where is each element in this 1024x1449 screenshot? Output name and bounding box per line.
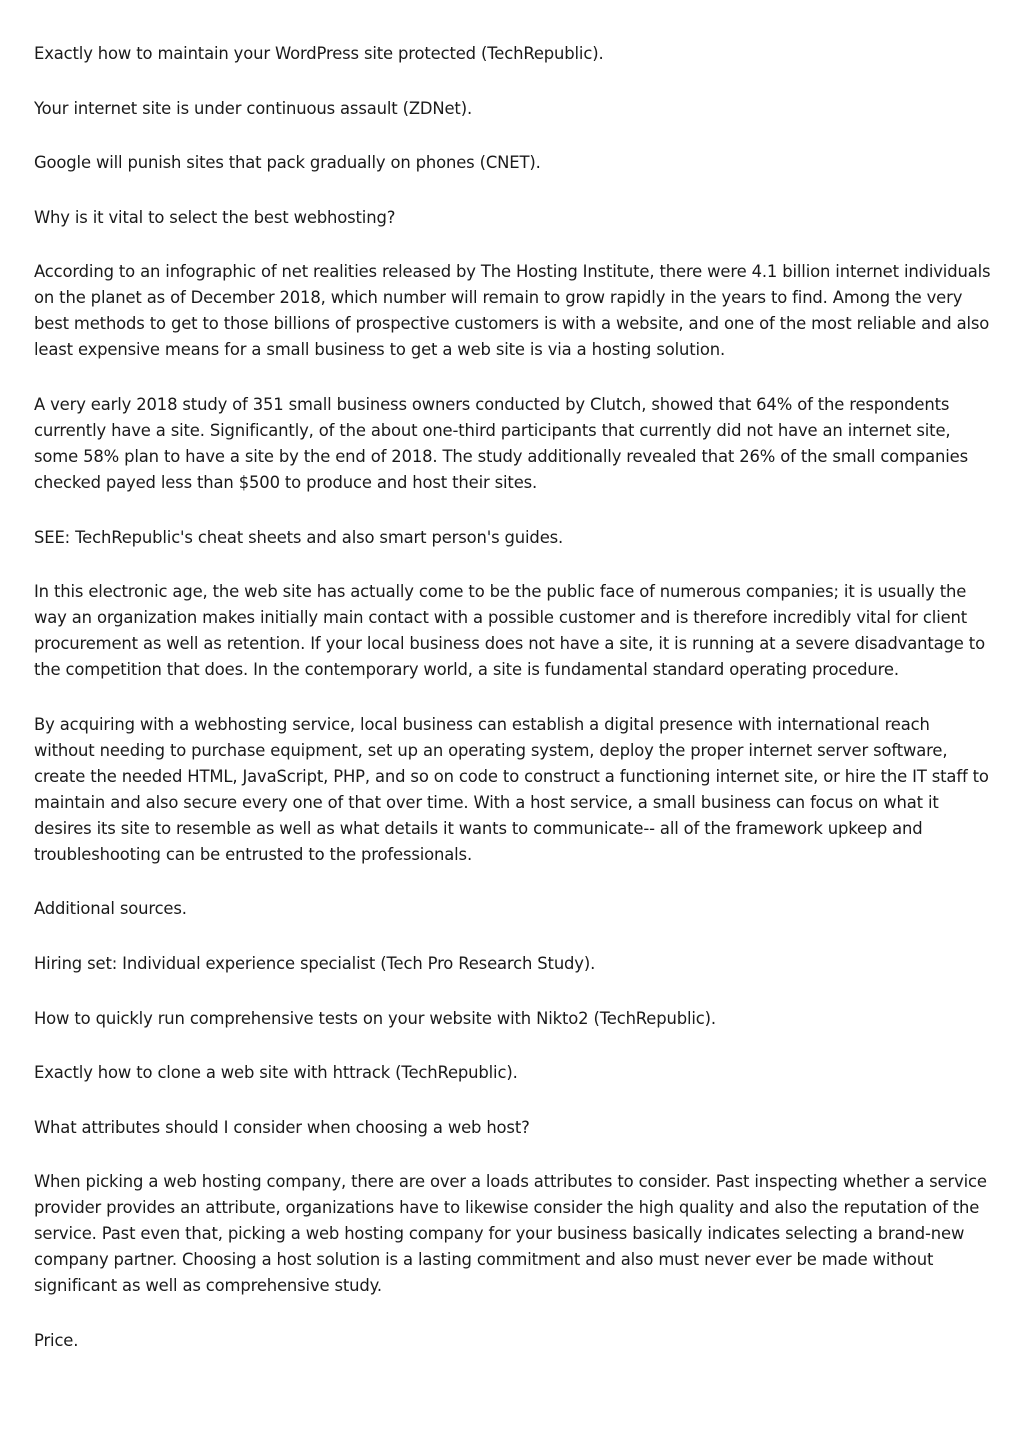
paragraph: SEE: TechRepublic's cheat sheets and also smart person's guides. — [34, 527, 564, 547]
paragraph: When picking a web hosting company, there are over a loads attributes to consider. Past inspecting whether a service provider provides an attribute, organizations have to likewise consider the high quality and also the reputation of the service. Past even that, picking a web hosting company for your business basically indicates selecting a brand-new company partner. Choosing a host solution is a lasting commitment and also must never ever be made without significant as well as comprehensive study. — [34, 1172, 987, 1296]
paragraph: Why is it vital to select the best webhosting? — [34, 207, 396, 227]
paragraph: Exactly how to maintain your WordPress site protected (TechRepublic). — [34, 44, 604, 63]
paragraph: Google will punish sites that pack gradually on phones (CNET). — [34, 153, 541, 173]
paragraph: In this electronic age, the web site has actually come to be the public face of numerous companies; it is usually the way an organization makes initially main contact with a possible customer and is therefore incredibly vital for client procurement as well as retention. If your local business does not have a site, it is running at a severe disadvantage to the competition that does. In the contemporary world, a site is fundamental standard operating procedure. — [34, 582, 985, 680]
paragraph: A very early 2018 study of 351 small business owners conducted by Clutch, showed that 64% of the respondents currently have a site. Significantly, of the about one-third participants that currently did not have an internet site, some 58% plan to have a site by the end of 2018. The study additionally revealed that 26% of the small companies checked payed less than $500 to produce and host their sites. — [34, 394, 968, 492]
paragraph: What attributes should I consider when choosing a web host? — [34, 1117, 530, 1137]
paragraph: How to quickly run comprehensive tests on your website with Nikto2 (TechRepublic). — [34, 1008, 716, 1028]
paragraph: By acquiring with a webhosting service, local business can establish a digital presence with international reach without needing to purchase equipment, set up an operating system, deploy the proper internet server software, create the needed HTML, JavaScript, PHP, and so on code to construct a functioning internet site, or hire the IT staff to maintain and also secure every one of that over time. With a host service, a small business can focus on what it desires its site to resemble as well as what details it wants to communicate-- all of the framework upkeep and troubleshooting can be entrusted to the professionals. — [34, 714, 989, 864]
paragraph: Your internet site is under continuous assault (ZDNet). — [34, 98, 473, 118]
document-body — [34, 41, 992, 1383]
paragraph: Price. — [34, 1330, 79, 1350]
paragraph: Additional sources. — [34, 899, 187, 919]
paragraph: Hiring set: Individual experience specialist (Tech Pro Research Study). — [34, 953, 596, 973]
paragraph: According to an infographic of net realities released by The Hosting Institute, there were 4.1 billion internet individuals on the planet as of December 2018, which number will remain to grow rapidly in the years to find. Among the very best methods to get to those billions of prospective customers is with a website, and one of the most reliable and also least expensive means for a small business to get a web site is via a hosting solution. — [34, 262, 991, 360]
paragraph: Exactly how to clone a web site with httrack (TechRepublic). — [34, 1063, 518, 1083]
